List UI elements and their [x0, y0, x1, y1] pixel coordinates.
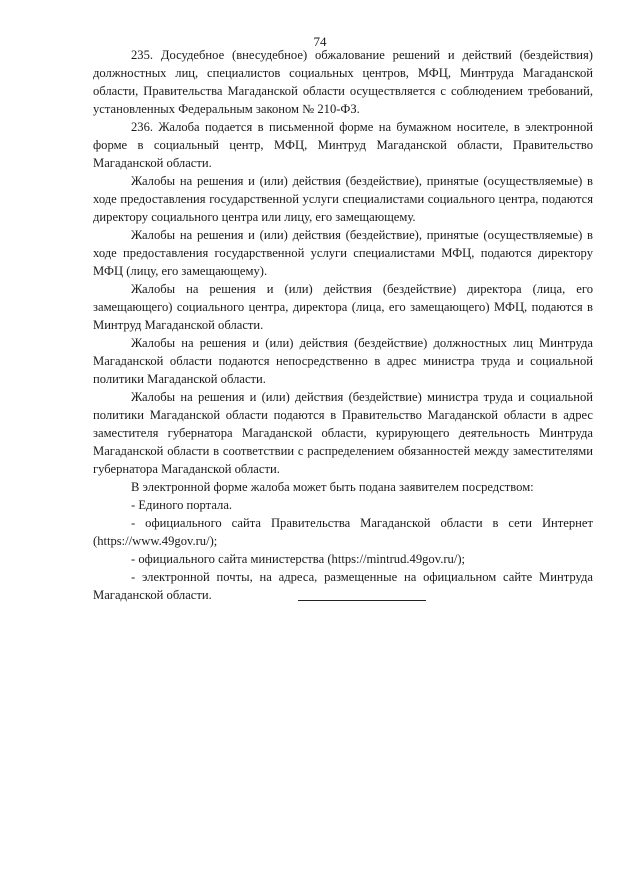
document-body: [93, 46, 593, 604]
paragraph-235: 235. Досудебное (внесудебное) обжалование решений и действий (бездействия) должностных лиц, специалистов социальных центров, МФЦ, Минтруда Магаданской области, Правительства Магаданской области осуществляется с соблюдением требований, установленных Федеральным законом № 210-ФЗ.: [93, 48, 593, 116]
paragraph-electronic-form: В электронной форме жалоба может быть подана заявителем посредством:: [131, 480, 534, 494]
paragraph-complaint-minister: Жалобы на решения и (или) действия (бездействие) министра труда и социальной политики Магаданской области подаются в Правительство Магаданской области в адрес заместителя губернатора Магаданской области, курирующего деятельность Минтруда Магаданской области в соответствии с распределением обязанностей между заместителями губернатора Магаданской области.: [93, 390, 593, 476]
end-divider: [298, 600, 426, 601]
paragraph-complaint-social-center: Жалобы на решения и (или) действия (бездействие), принятые (осуществляемые) в ходе предоставления государственной услуги специалистами социального центра, подаются директору социального центра или лицу, его замещающему.: [93, 174, 593, 224]
page-number: 74: [313, 34, 327, 49]
paragraph-complaint-ministry-officials: Жалобы на решения и (или) действия (бездействие) должностных лиц Минтруда Магаданской области подаются непосредственно в адрес министра труда и социальной политики Магаданской области.: [93, 336, 593, 386]
paragraph-complaint-mfc: Жалобы на решения и (или) действия (бездействие), принятые (осуществляемые) в ходе предоставления государственной услуги специалистами МФЦ, подаются директору МФЦ (лицу, его замещающему).: [93, 228, 593, 278]
paragraph-236: 236. Жалоба подается в письменной форме на бумажном носителе, в электронной форме в социальный центр, МФЦ, Минтруд Магаданской области, Правительство Магаданской области.: [93, 120, 593, 170]
list-item-email: - электронной почты, на адреса, размещенные на официальном сайте Минтруда Магаданской области.: [93, 570, 593, 602]
paragraph-complaint-directors: Жалобы на решения и (или) действия (бездействие) директора (лица, его замещающего) социального центра, директора (лица, его замещающего) МФЦ, подаются в Минтруд Магаданской области.: [93, 282, 593, 332]
list-item-ministry-site: - официального сайта министерства (https://mintrud.49gov.ru/);: [131, 552, 466, 566]
list-item-single-portal: - Единого портала.: [131, 498, 233, 512]
list-item-government-site: - официального сайта Правительства Магаданской области в сети Интернет (https://www.49gov.ru/);: [93, 516, 593, 548]
